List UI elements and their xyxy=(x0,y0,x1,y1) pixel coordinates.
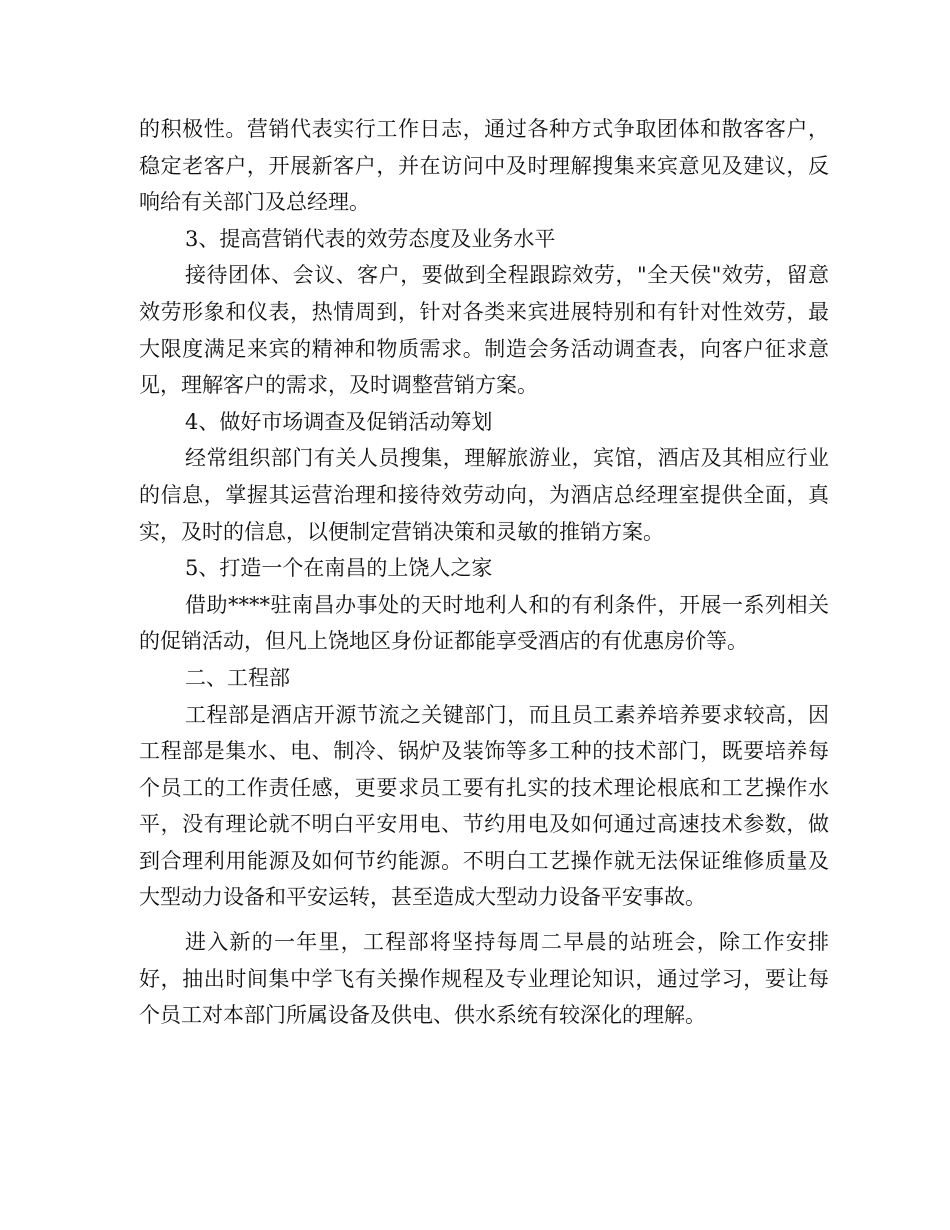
paragraph-market-research: 经常组织部门有关人员搜集，理解旅游业，宾馆，酒店及其相应行业的信息，掌握其运营治理和接待效劳动向，为酒店总经理室提供全面，真实，及时的信息，以便制定营销决策和灵敏的推销方案。 xyxy=(139,446,829,544)
document-body xyxy=(139,111,829,1034)
paragraph-engineering-dept: 工程部是酒店开源节流之关键部门，而且员工素养培养要求较高，因工程部是集水、电、制冷、锅炉及装饰等多工种的技术部门，既要培养每个员工的工作责任感，更要求员工要有扎实的技术理论根底和工艺操作水平，没有理论就不明白平安用电、节约用电及如何通过高速技术参数，做到合理利用能源及如何节约能源。不明白工艺操作就无法保证维修质量及大型动力设备和平安运转，甚至造成大型动力设备平安事故。 xyxy=(139,702,829,910)
paragraph-service-attitude: 接待团体、会议、客户，要做到全程跟踪效劳，"全天侯"效劳，留意效劳形象和仪表，热情周到，针对各类来宾进展特别和有针对性效劳，最大限度满足来宾的精神和物质需求。制造会务活动调查表，向客户征求意见，理解客户的需求，及时调整营销方案。 xyxy=(139,263,829,398)
paragraph-continuation: 的积极性。营销代表实行工作日志，通过各种方式争取团体和散客客户，稳定老客户，开展新客户，并在访问中及时理解搜集来宾意见及建议，反响给有关部门及总经理。 xyxy=(139,117,829,215)
paragraph-new-year-plan: 进入新的一年里，工程部将坚持每周二早晨的站班会，除工作安排好，抽出时间集中学飞有关操作规程及专业理论知识，通过学习，要让每个员工对本部门所属设备及供电、供水系统有较深化的理解。 xyxy=(139,930,829,1028)
paragraph-shangrao-home: 借助****驻南昌办事处的天时地利人和的有利条件，开展一系列相关的促销活动，但凡上饶地区身份证都能享受酒店的有优惠房价等。 xyxy=(139,592,829,654)
section-heading-5: 5、打造一个在南昌的上饶人之家 xyxy=(185,556,493,581)
section-heading-engineering: 二、工程部 xyxy=(185,665,290,690)
section-heading-4: 4、做好市场调查及促销活动筹划 xyxy=(185,409,493,434)
section-heading-3: 3、提高营销代表的效劳态度及业务水平 xyxy=(185,226,556,251)
